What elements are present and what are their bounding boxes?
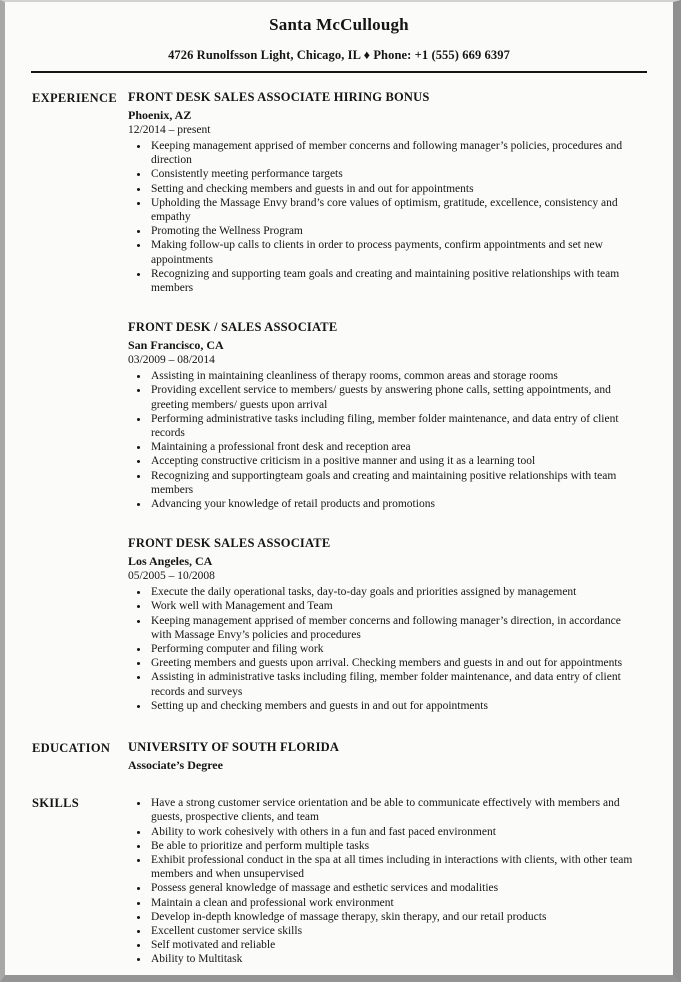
job-bullet: • Work well with Management and Team [149,599,635,613]
skills-content [128,795,635,966]
job-bullet: • Greeting members and guests upon arrival. Checking members and guests in and out for appointments [149,656,635,670]
job-bullet: • Recognizing and supporting team goals and creating and maintaining positive relationships with team members [149,267,635,295]
skills-list [128,796,635,966]
person-name: Santa McCullough [269,15,409,34]
job-bullet: • Accepting constructive criticism in a positive manner and using it as a learning tool [149,454,635,468]
job-title: FRONT DESK / SALES ASSOCIATE [128,320,338,335]
education-label: EDUCATION [32,741,111,756]
job-bullet: • Keeping management apprised of member concerns and following manager’s policies, procedures and direction [149,139,635,167]
bullet-list [128,369,635,511]
skill-bullet: • Have a strong customer service orientation and be able to communicate effectively with members and guests, prospective clients, and team [149,796,635,824]
job-title: FRONT DESK SALES ASSOCIATE HIRING BONUS [128,90,430,104]
experience-label: EXPERIENCE [32,91,117,105]
degree-name: Associate’s Degree [128,758,223,773]
skill-bullet: • Ability to Multitask [149,952,635,966]
skill-bullet: • Self motivated and reliable [149,938,635,952]
bullet-list [128,139,635,295]
job-bullet: • Providing excellent service to members/ guests by answering phone calls, setting appointments, and greeting members/ guests upon arrival [149,383,635,411]
resume-body [5,73,673,967]
job-bullet: • Promoting the Wellness Program [149,224,635,238]
skills-label: SKILLS [32,796,79,811]
section-experience [32,90,635,713]
job-bullet: • Execute the daily operational tasks, day-to-day goals and priorities assigned by management [149,585,635,599]
job-bullet: • Maintaining a professional front desk and reception area [149,440,635,454]
job-entry [128,536,635,713]
job-dates: 03/2009 – 08/2014 [128,354,215,367]
contact-line: 4726 Runolfsson Light, Chicago, IL ♦ Phone: +1 (555) 669 6397 [168,48,510,62]
job-bullet: • Advancing your knowledge of retail products and promotions [149,497,635,511]
job-bullet: • Setting and checking members and guests in and out for appointments [149,182,635,196]
bullet-list [128,585,635,713]
skill-bullet: • Ability to work cohesively with others in a fun and fast paced environment [149,825,635,839]
job-dates: 05/2005 – 10/2008 [128,570,215,583]
resume-header [5,2,673,73]
job-bullet: • Performing computer and filing work [149,642,635,656]
education-content [128,740,635,773]
job-bullet: • Recognizing and supportingteam goals and creating and maintaining positive relationships with team members [149,469,635,497]
job-bullet: • Upholding the Massage Envy brand’s core values of optimism, gratitude, excellence, consistency and empathy [149,196,635,224]
job-entry [128,90,635,295]
skill-bullet: • Maintain a clean and professional work environment [149,896,635,910]
job-dates: 12/2014 – present [128,124,211,136]
job-bullet: • Setting up and checking members and guests in and out for appointments [149,699,635,713]
job-location: Phoenix, AZ [128,108,192,122]
skill-bullet: • Develop in-depth knowledge of massage therapy, skin therapy, and our retail products [149,910,635,924]
job-location: San Francisco, CA [128,338,224,353]
skill-bullet: • Exhibit professional conduct in the spa at all times including in interactions with clients, with other team members and when unsupervised [149,853,635,881]
job-location: Los Angeles, CA [128,554,213,569]
job-bullet: • Consistently meeting performance targets [149,167,635,181]
job-bullet: • Keeping management apprised of member concerns and following manager’s direction, in accordance with Massage Envy’s policies and procedures [149,614,635,642]
skill-bullet: • Be able to prioritize and perform multiple tasks [149,839,635,853]
job-bullet: • Making follow-up calls to clients in order to process payments, confirm appointments and set new appointments [149,238,635,266]
job-bullet: • Assisting in administrative tasks including filing, member folder maintenance, and data entry of client records and surveys [149,670,635,698]
job-bullet: • Assisting in maintaining cleanliness of therapy rooms, common areas and storage rooms [149,369,635,383]
section-skills [32,795,635,966]
school-name: UNIVERSITY OF SOUTH FLORIDA [128,740,340,755]
skill-bullet: • Possess general knowledge of massage and esthetic services and modalities [149,881,635,895]
experience-jobs [128,90,635,713]
section-education [32,740,635,773]
job-title: FRONT DESK SALES ASSOCIATE [128,536,331,551]
job-bullet: • Performing administrative tasks including filing, member folder maintenance, and data entry of client records [149,412,635,440]
skill-bullet: • Excellent customer service skills [149,924,635,938]
job-entry [128,320,635,511]
